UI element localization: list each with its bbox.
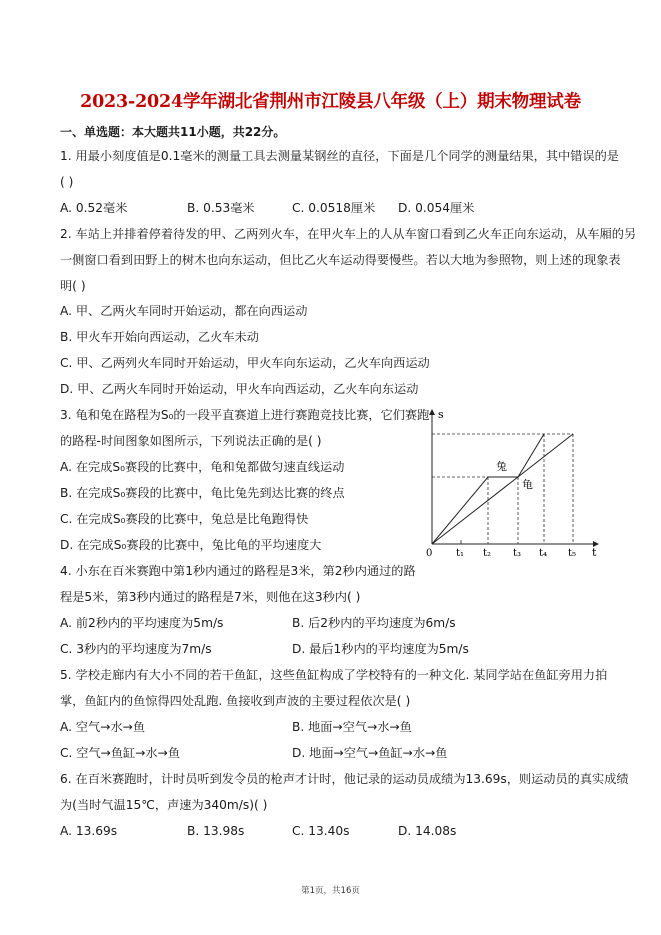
q3-text-line2: 的路程-时间图象如图所示，下列说法正确的是( ) <box>60 434 322 448</box>
tick-t5: t₅ <box>568 548 577 559</box>
q2-text-line2: 一侧窗口看到田野上的树木也向东运动，但比乙火车运动得要慢些。若以大地为参照物，则上述的现象表 <box>60 253 621 267</box>
q5-text-line2: 掌，鱼缸内的鱼惊得四处乱跑. 鱼接收到声波的主要过程依次是( ) <box>60 694 411 708</box>
q2-text-line3: 明( ) <box>60 279 86 293</box>
section-heading: 一、单选题：本大题共11小题，共22分。 <box>60 125 286 139</box>
q4-text-line2: 程是5米，第3秒内通过的路程是7米，则他在这3秒内( ) <box>60 590 361 604</box>
q3-text-line1: 3. 龟和兔在路程为S₀的一段平直赛道上进行赛跑竞技比赛，它们赛跑 <box>60 408 430 422</box>
turtle-label: 龟 <box>522 478 533 491</box>
tick-t1: t₁ <box>456 548 465 559</box>
q3-st-graph <box>418 404 608 560</box>
q4-option-b: B. 后2秒内的平均速度为6m/s <box>292 616 456 630</box>
origin-label: 0 <box>426 548 433 559</box>
page-footer: 第1页，共16页 <box>301 886 360 896</box>
q4-option-a: A. 前2秒内的平均速度为5m/s <box>60 616 224 630</box>
q4-option-c: C. 3秒内的平均速度为7m/s <box>60 642 212 656</box>
q3-option-a: A. 在完成S₀赛段的比赛中，龟和兔都做匀速直线运动 <box>60 460 345 474</box>
q1-option-c: C. 0.0518厘米 <box>292 201 376 215</box>
tick-t2: t₂ <box>483 548 492 559</box>
tick-t3: t₃ <box>513 548 522 559</box>
q4-text-line1: 4. 小东在百米赛跑中第1秒内通过的路程是3米，第2秒内通过的路 <box>60 564 416 578</box>
q6-text-line1: 6. 在百米赛跑时，计时员听到发令员的枪声才计时，他记录的运动员成绩为13.69s，则运动员的真实成绩 <box>60 772 629 786</box>
q2-option-b: B. 甲火车开始向西运动，乙火车未动 <box>60 330 259 344</box>
q1-text-line2: ( ) <box>60 175 74 189</box>
q6-text-line2: 为(当时气温15℃，声速为340m/s)( ) <box>60 798 268 812</box>
q1-option-a: A. 0.52毫米 <box>60 201 128 215</box>
q3-option-c: C. 在完成S₀赛段的比赛中，兔总是比龟跑得快 <box>60 512 309 526</box>
q2-option-a: A. 甲、乙两火车同时开始运动，都在向西运动 <box>60 304 308 318</box>
q1-option-d: D. 0.054厘米 <box>398 201 475 215</box>
q1-text-line1: 1. 用最小刻度值是0.1毫米的测量工具去测量某钢丝的直径，下面是几个同学的测量结果，其中错误的是 <box>60 149 619 163</box>
x-axis-label: t <box>592 546 597 559</box>
q1-option-b: B. 0.53毫米 <box>187 201 255 215</box>
rabbit-label: 兔 <box>496 460 507 473</box>
q6-option-a: A. 13.69s <box>60 824 118 838</box>
q2-text-line1: 2. 车站上并排着停着待发的甲、乙两列火车，在甲火车上的人从车窗口看到乙火车正向东运动，从车厢的另 <box>60 227 637 241</box>
q5-option-b: B. 地面→空气→水→鱼 <box>292 720 412 734</box>
q2-option-c: C. 甲、乙两列火车同时开始运动，甲火车向东运动，乙火车向西运动 <box>60 356 430 370</box>
q6-option-c: C. 13.40s <box>292 824 350 838</box>
q3-option-d: D. 在完成S₀赛段的比赛中，兔比龟的平均速度大 <box>60 538 322 552</box>
y-axis-label: s <box>438 408 444 421</box>
exam-title: 2023-2024学年湖北省荆州市江陵县八年级（上）期末物理试卷 <box>80 92 581 112</box>
q6-option-b: B. 13.98s <box>187 824 245 838</box>
q2-option-d: D. 甲、乙两火车同时开始运动，甲火车向西运动，乙火车向东运动 <box>60 382 419 396</box>
q5-option-c: C. 空气→鱼缸→水→鱼 <box>60 746 181 760</box>
q3-option-b: B. 在完成S₀赛段的比赛中，龟比兔先到达比赛的终点 <box>60 486 345 500</box>
q4-option-d: D. 最后1秒内的平均速度为5m/s <box>292 642 469 656</box>
turtle-line <box>432 434 573 544</box>
q5-option-a: A. 空气→水→鱼 <box>60 720 146 734</box>
q5-option-d: D. 地面→空气→鱼缸→水→鱼 <box>292 746 448 760</box>
q5-text-line1: 5. 学校走廊内有大小不同的若干鱼缸，这些鱼缸构成了学校特有的一种文化. 某同学站在鱼缸旁用力拍 <box>60 668 608 682</box>
tick-t4: t₄ <box>539 548 548 559</box>
q6-option-d: D. 14.08s <box>398 824 457 838</box>
